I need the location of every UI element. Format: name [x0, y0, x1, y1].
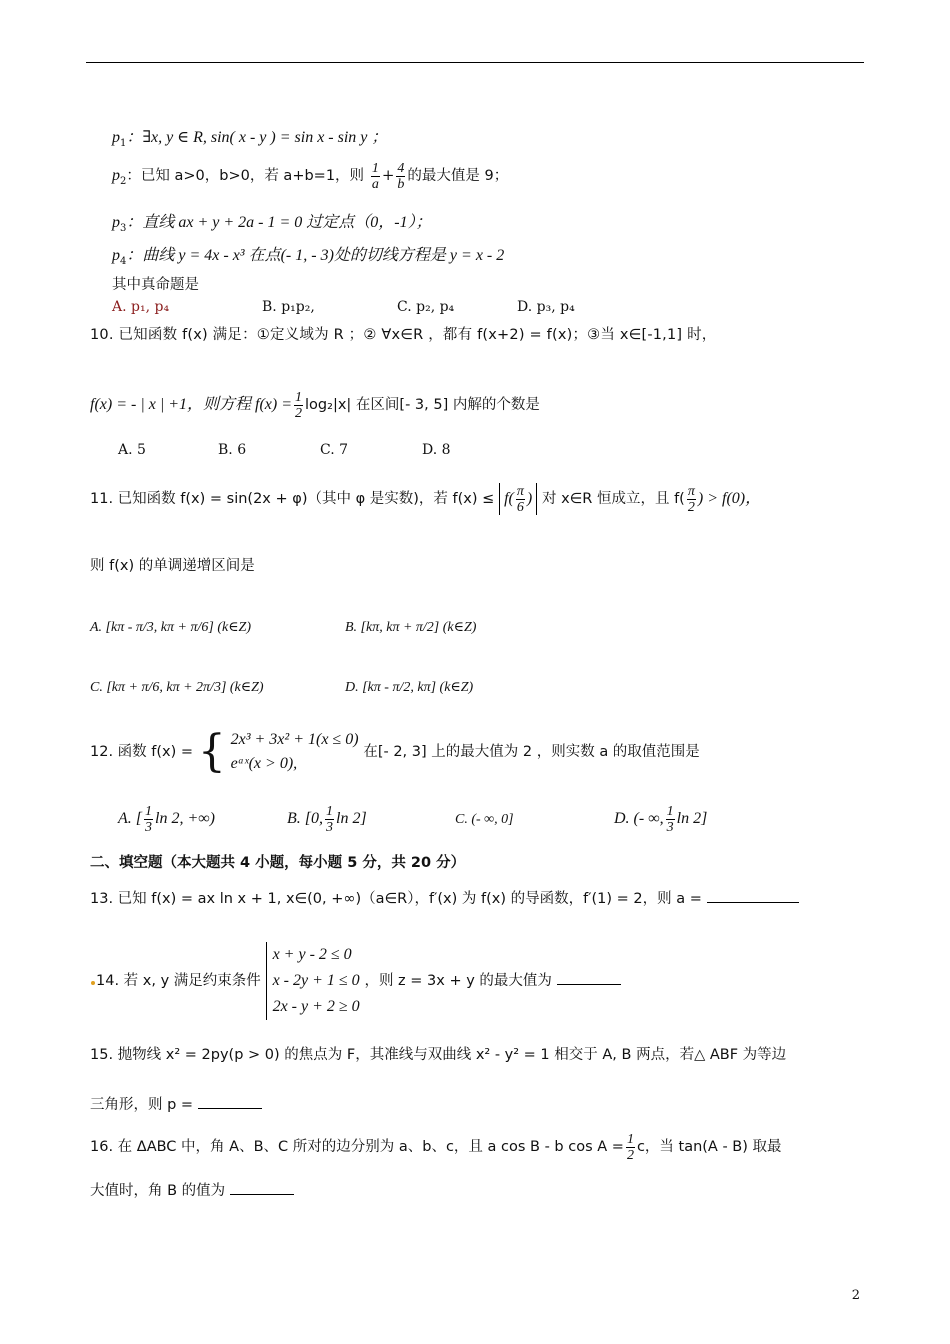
q12-option-b: B. [0, $\frac{1}{3}$ ln 2]	[287, 803, 367, 835]
q14-constraints: x + y - 2 ≤ 0 x - 2y + 1 ≤ 0 2x - y + 2 ≥ 0	[266, 942, 360, 1020]
q15-answer-blank[interactable]	[198, 1094, 262, 1109]
q11-line-2: 则 f(x) 的单调递增区间是	[90, 558, 255, 574]
q9-frac-1-over-a: $\frac{1}{a}$	[371, 160, 379, 192]
q12-left-brace: {	[197, 726, 226, 777]
q12-piecewise-cases: 2x³ + 3x² + 1(x ≤ 0) eᵃˣ(x > 0),	[230, 731, 359, 772]
q9-option-a: A. p₁, p₄	[112, 299, 170, 315]
q12-option-b-frac: $\frac{1}{3}$	[326, 803, 333, 835]
q12-option-d-frac: $\frac{1}{3}$	[666, 803, 674, 835]
q13-line: 13. 已知 f(x) = ax ln x + 1, x∈(0, +∞)（a∈R），f′(x) 为 f(x) 的导函数，f′(1) = 2，则 a =	[90, 884, 799, 913]
q14-line: 14. 若 x, y 满足约束条件 x + y - 2 ≤ 0 x - 2y + 1 ≤ 0 2x - y + 2 ≥ 0 ，则 z = 3x + y 的最大值为	[90, 940, 621, 1021]
q15-line-1: 15. 抛物线 x² = 2py(p > 0) 的焦点为 F，其准线与双曲线 x² - y² = 1 相交于 A, B 两点，若△ ABF 为等边	[90, 1047, 787, 1063]
q9-question: 其中真命题是	[112, 277, 199, 293]
q11-option-d: D. [kπ - π/2, kπ] (k∈Z)	[345, 680, 474, 695]
q14-marker-dot	[91, 981, 95, 985]
q10-option-a: A. 5	[118, 442, 146, 458]
q16-line-1: 16. 在 ΔABC 中，角 A、B、C 所对的边分别为 a、b、c，且 a cos B - b cos A = $\frac{1}{2}$ c，当 tan(A - B) 取最	[90, 1131, 782, 1163]
q11-line-1: 11. 已知函数 f(x) = sin(2x + φ)（其中 φ 是实数)，若 f(x) ≤ f( $\frac{\pi}{6}$ ) 对 x∈R 恒成立，且 f( $\frac{\pi}{2}$ ) > f(0)，	[90, 483, 762, 515]
q9-frac-4-over-b: $\frac{4}{b}$	[397, 160, 405, 192]
q16-frac-half: $\frac{1}{2}$	[626, 1131, 634, 1163]
q13-answer-blank[interactable]	[707, 888, 799, 903]
q11-option-a: A. [kπ - π/3, kπ + π/6] (k∈Z)	[90, 620, 252, 635]
q10-option-b: B. 6	[218, 442, 247, 458]
q11-frac-pi-6: $\frac{\pi}{6}$	[516, 483, 524, 515]
q12-option-c: C. (- ∞, 0]	[455, 812, 514, 827]
section-2-heading: 二、填空题（本大题共 4 小题，每小题 5 分，共 20 分）	[90, 855, 466, 871]
q11-option-c: C. [kπ + π/6, kπ + 2π/3] (k∈Z)	[90, 680, 264, 695]
q10-option-c: C. 7	[320, 442, 349, 458]
q9-p3: $p_3$：直线 ax + y + 2a - 1 = 0 过定点（0，-1）；	[112, 214, 432, 234]
q9-option-d: D. p₃, p₄	[517, 299, 575, 315]
q9-p4: $p_4$：曲线 y = 4x - x³ 在点(- 1, - 3)处的切线方程是 y = x - 2	[112, 247, 505, 267]
q12-line: 12. 函数 f(x) = { 2x³ + 3x² + 1(x ≤ 0) eᵃˣ(x > 0), 在[- 2, 3] 上的最大值为 2 ，则实数 a 的取值范围是	[90, 726, 700, 777]
page-number: 2	[851, 1288, 860, 1303]
header-rule	[86, 62, 864, 63]
q10-line-2: f(x) = - | x | +1，则方程 f(x) = $\frac{1}{2}$ log₂|x| 在区间[- 3, 5] 内解的个数是	[90, 389, 540, 421]
q9-option-c: C. p₂, p₄	[397, 299, 455, 315]
q16-line-2: 大值时，角 B 的值为	[90, 1180, 294, 1201]
q16-answer-blank[interactable]	[230, 1180, 294, 1195]
q10-option-d: D. 8	[422, 442, 451, 458]
q14-answer-blank[interactable]	[557, 970, 621, 985]
q11-abs-value: f( $\frac{\pi}{6}$ )	[499, 483, 537, 515]
q10-line-1: 10. 已知函数 f(x) 满足：①定义域为 R ；② ∀x∈R ，都有 f(x+2) = f(x)；③当 x∈[-1,1] 时，	[90, 327, 717, 343]
q12-option-d: D. (- ∞, $\frac{1}{3}$ ln 2]	[614, 803, 708, 835]
q15-line-2: 三角形，则 p =	[90, 1094, 262, 1115]
q11-option-b: B. [kπ, kπ + π/2] (k∈Z)	[345, 620, 477, 635]
q12-option-a: A. [ $\frac{1}{3}$ ln 2, +∞)	[118, 803, 215, 835]
q11-frac-pi-2: $\frac{\pi}{2}$	[687, 483, 695, 515]
q12-option-a-frac: $\frac{1}{3}$	[145, 803, 152, 835]
q10-frac-half: $\frac{1}{2}$	[295, 389, 303, 421]
q9-p2: $p_2$：已知 a>0，b>0，若 a+b=1，则 $\frac{1}{a}$ + $\frac{4}{b}$ 的最大值是 9；	[112, 160, 509, 192]
q9-option-b: B. p₁p₂,	[262, 299, 315, 315]
q9-p1: $p_1$：∃x, y ∈ R, sin( x - y ) = sin x - sin y ；	[112, 129, 388, 149]
